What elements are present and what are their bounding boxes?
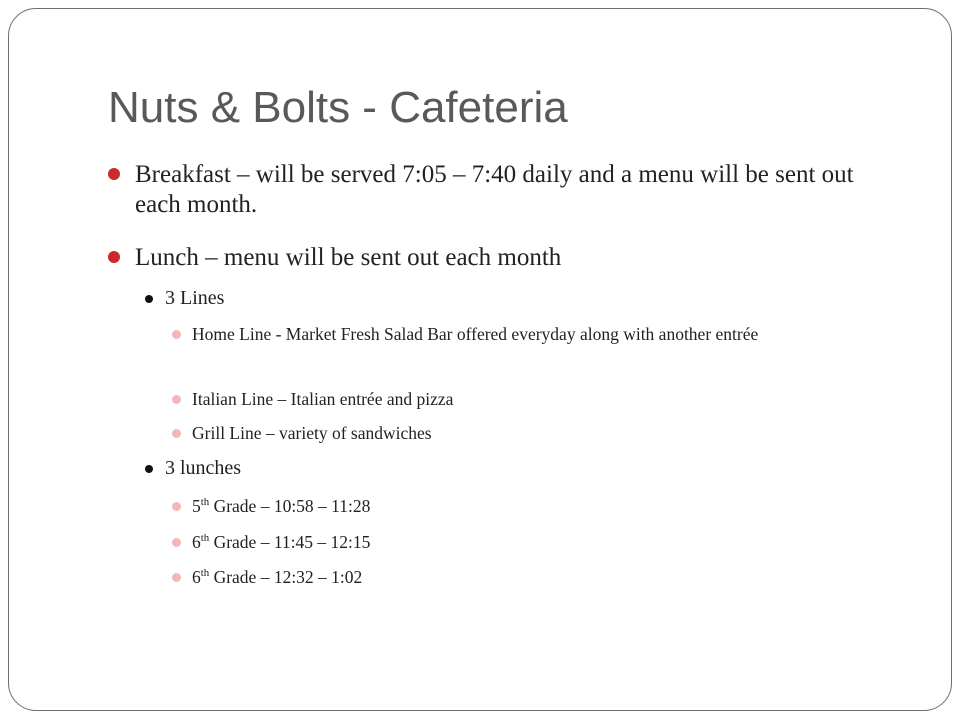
lunch-period-3 [192, 565, 872, 590]
home-line-text: Home Line - Market Fresh Salad Bar offered everyday along with another entrée [192, 324, 759, 344]
bullet-icon [172, 395, 181, 404]
lunch-time: Grade – 10:58 – 11:28 [209, 496, 371, 516]
grade-number: 6 [192, 567, 201, 587]
breakfast-text: Breakfast – will be served 7:05 – 7:40 daily and a menu will be sent out each month. [135, 161, 854, 218]
grade-number: 5 [192, 496, 201, 516]
bullet-icon [172, 502, 181, 511]
bullet-icon [172, 538, 181, 547]
grade-suffix: th [200, 532, 210, 545]
italian-line-text: Italian Line – Italian entrée and pizza [192, 389, 454, 409]
bullet-icon [172, 573, 181, 582]
lunch-time: Grade – 12:32 – 1:02 [209, 567, 363, 587]
lines-heading: 3 Lines [165, 287, 225, 309]
bullet-icon [108, 251, 120, 263]
lunch-time: Grade – 11:45 – 12:15 [209, 532, 371, 552]
slide-title: Nuts & Bolts - Cafeteria [108, 83, 568, 132]
grade-number: 6 [192, 532, 201, 552]
bullet-icon [145, 295, 153, 303]
lunch-period-2 [192, 530, 872, 555]
bullet-icon [145, 465, 153, 473]
grade-suffix: th [200, 567, 210, 580]
bullet-icon [172, 330, 181, 339]
bullet-icon [108, 168, 120, 180]
lunch-text: Lunch – menu will be sent out each month [135, 244, 562, 271]
grade-suffix: th [200, 496, 210, 509]
bullet-icon [172, 429, 181, 438]
lunches-heading: 3 lunches [165, 457, 242, 479]
lunch-period-1 [192, 494, 872, 519]
grill-line-text: Grill Line – variety of sandwiches [192, 423, 432, 443]
